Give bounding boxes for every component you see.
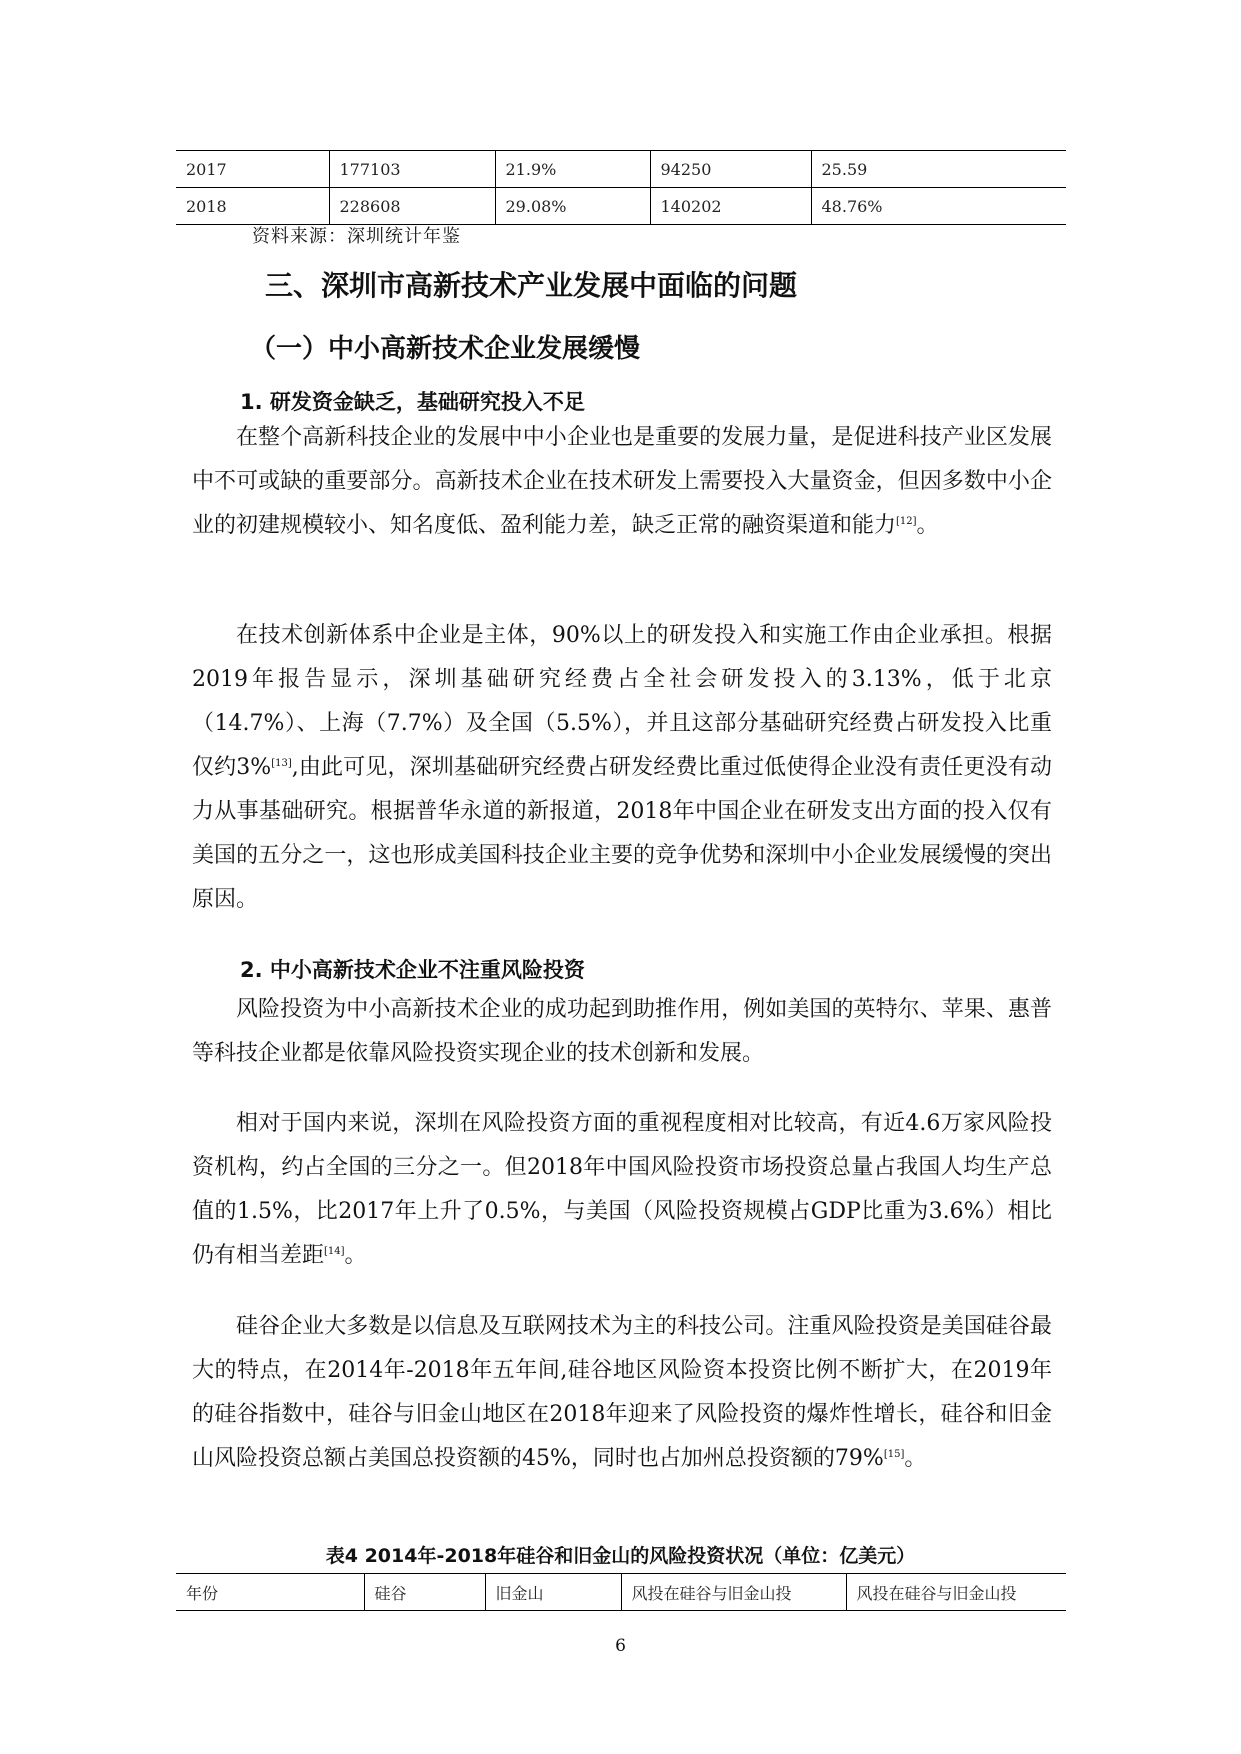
table-cell: 48.76%	[811, 188, 1066, 225]
table-cell: 94250	[650, 151, 811, 188]
table-header-cell: 硅谷	[364, 1574, 485, 1611]
paragraph-text: 。	[344, 1243, 367, 1268]
paragraph-1	[192, 416, 1052, 548]
paragraph-2	[192, 614, 1052, 922]
paragraph-text: ,由此可见，深圳基础研究经费占研发经费比重过低使得企业没有责任更没有动力从事基础研究。根据普华永道的新报道，2018年中国企业在研发支出方面的投入仅有美国的五分之一，这也形成美国科技企业主要的竞争优势和深圳中小企业发展缓慢的突出原因。	[192, 755, 1052, 912]
paragraph-text: 。	[904, 1446, 927, 1471]
table-cell: 29.08%	[495, 188, 650, 225]
table-header-cell: 风投在硅谷与旧金山投	[846, 1574, 1066, 1611]
paragraph-text: 相对于国内来说，深圳在风险投资方面的重视程度相对比较高，有近4.6万家风险投资机构，约占全国的三分之一。但2018年中国风险投资市场投资总量占我国人均生产总值的1.5%，比2017年上升了0.5%，与美国（风险投资规模占GDP比重为3.6%）相比仍有相当差距	[192, 1111, 1052, 1268]
table-cell: 2018	[176, 188, 329, 225]
table-header-cell: 年份	[186, 1583, 219, 1603]
paragraph-3	[192, 988, 1052, 1076]
paragraph-5	[192, 1305, 1052, 1481]
citation-ref: [13]	[271, 758, 292, 769]
paragraph-text: 。	[916, 513, 939, 538]
table-caption: 表4 2014年-2018年硅谷和旧金山的风险投资状况（单位：亿美元）	[325, 1545, 916, 1567]
table-cell: 140202	[650, 188, 811, 225]
data-table-top	[176, 150, 1066, 225]
table-header-row	[176, 1574, 1066, 1611]
table-header-cell: 旧金山	[485, 1574, 621, 1611]
table-cell: 21.9%	[495, 151, 650, 188]
paragraph-text: 风险投资为中小高新技术企业的成功起到助推作用，例如美国的英特尔、苹果、惠普等科技企业都是依靠风险投资实现企业的技术创新和发展。	[192, 997, 1052, 1066]
page-number: 6	[615, 1636, 626, 1656]
data-table-bottom	[176, 1573, 1066, 1611]
section-heading: 三、深圳市高新技术产业发展中面临的问题	[265, 269, 798, 302]
citation-ref: [14]	[324, 1246, 345, 1257]
subsection-heading: （一）中小高新技术企业发展缓慢	[250, 334, 641, 364]
table-cell: 25.59	[811, 151, 1066, 188]
source-note: 资料来源：深圳统计年鉴	[252, 226, 461, 247]
table-row	[176, 188, 1066, 225]
table-cell: 177103	[329, 151, 495, 188]
table-cell: 228608	[329, 188, 495, 225]
paragraph-text: 在技术创新体系中企业是主体，90%以上的研发投入和实施工作由企业承担。根据2019年报告显示，深圳基础研究经费占全社会研发投入的3.13%，低于北京（14.7%）、上海（7.7%）及全国（5.5%），并且这部分基础研究经费占研发投入比重仅约3%	[192, 623, 1052, 780]
citation-ref: [12]	[896, 516, 917, 527]
table-header-cell: 风投在硅谷与旧金山投	[621, 1574, 846, 1611]
point-2-heading: 2. 中小高新技术企业不注重风险投资	[240, 958, 585, 982]
point-1-heading: 1. 研发资金缺乏，基础研究投入不足	[240, 390, 585, 414]
citation-ref: [15]	[883, 1449, 905, 1460]
table-row	[176, 151, 1066, 188]
paragraph-text: 在整个高新科技企业的发展中中小企业也是重要的发展力量，是促进科技产业区发展中不可或缺的重要部分。高新技术企业在技术研发上需要投入大量资金，但因多数中小企业的初建规模较小、知名度低、盈利能力差，缺乏正常的融资渠道和能力	[192, 425, 1052, 538]
paragraph-text: 硅谷企业大多数是以信息及互联网技术为主的科技公司。注重风险投资是美国硅谷最大的特点，在2014年-2018年五年间,硅谷地区风险资本投资比例不断扩大，在2019年的硅谷指数中，硅谷与旧金山地区在2018年迎来了风险投资的爆炸性增长，硅谷和旧金山风险投资总额占美国总投资额的45%，同时也占加州总投资额的79%	[192, 1314, 1052, 1471]
paragraph-4	[192, 1102, 1052, 1278]
table-cell: 2017	[186, 159, 227, 179]
